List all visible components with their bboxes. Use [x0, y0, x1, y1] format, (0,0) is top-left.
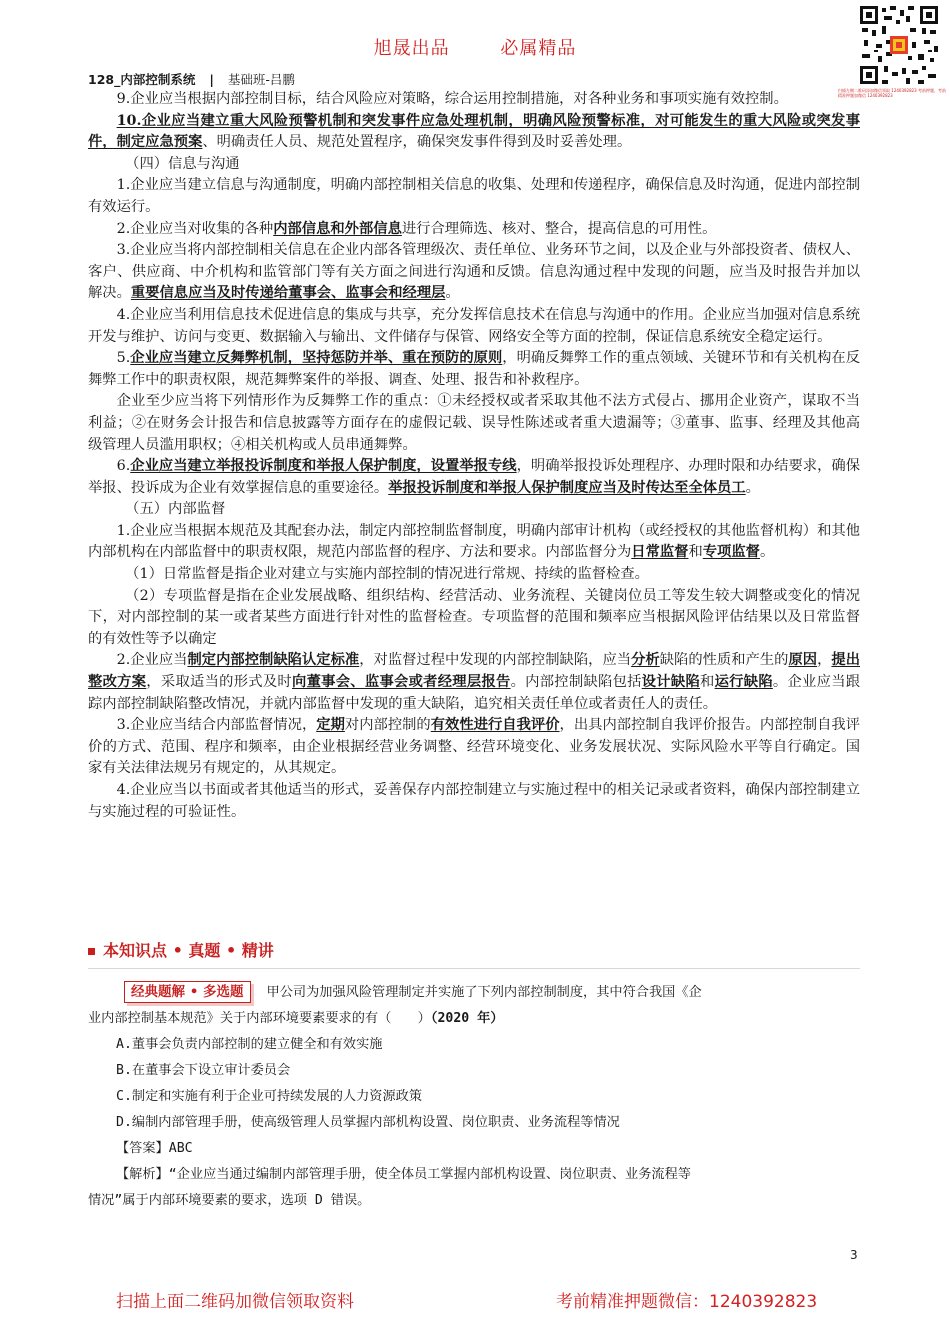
comm-3 — [88, 240, 860, 305]
text: 6. — [116, 458, 131, 475]
text: ，明确反舞弊工作的重点领域、关键环节和有关机构在反舞弊工作中的职责权限，规范舞弊案件的举报、调查、处理、报告和补救程序。 — [88, 350, 861, 388]
key-point: 10.企业应当建立重大风险预警机制和突发事件应急处理机制，明确风险预警标准，对可能发生的重大风险或突发事件，制定应急预案 — [88, 112, 860, 151]
option-b: B.在董事会下设立审计委员会 — [116, 1063, 291, 1078]
key-point: 企业应当建立举报投诉制度和举报人保护制度，设置举报专线 — [130, 458, 517, 475]
section-heading-4: （四）信息与沟通 — [125, 155, 240, 172]
analysis-line-1: 【解析】“企业应当通过编制内部管理手册，使全体员工掌握内部机构设置、岗位职责、业务流程等 — [116, 1167, 691, 1182]
footer-right: 考前精准押题微信：1240392823 — [556, 1292, 818, 1312]
key-point: 原因 — [788, 652, 818, 669]
question-year: （2020 年） — [430, 1011, 504, 1026]
course-title: 128_内部控制系统 — [88, 72, 196, 87]
key-point: 举报投诉制度和举报人保护制度应当及时传达至全体员工 — [388, 479, 746, 496]
text: ， — [817, 652, 832, 669]
key-point: 企业应当建立反舞弊机制，坚持惩防并举、重在预防的原则 — [130, 350, 503, 367]
supervision-1b: （2）专项监督是指在企业发展战略、组织结构、经营活动、业务流程、关键岗位员工等发生较大调整或变化的情况下，对内部控制的某一或者某些方面进行针对性的监督检查。专项监督的范围和频率应当根据风险评估结果以及日常监督的有效性等予以确定 — [88, 587, 860, 647]
text: 和 — [688, 544, 703, 561]
comm-5-focus: 企业至少应当将下列情形作为反舞弊工作的重点：①未经授权或者采取其他不法方式侵占、挪用企业资产，谋取不当利益；②在财务会计报告和信息披露等方面存在的虚假记载、误导性陈述或者重大遗漏等；③董事、监事、经理及其他高级管理人员滥用职权；④相关机构或人员串通舞弊。 — [88, 393, 860, 453]
text: ，对监督过程中发现的内部控制缺陷，应当 — [359, 652, 632, 669]
text: 。 — [445, 285, 460, 302]
text: 缺陷的性质和产生的 — [659, 652, 789, 669]
stem-text: 甲公司为加强风险管理制定并实施了下列内部控制制度，其中符合我国《企 — [266, 985, 702, 1000]
footer-left: 扫描上面二维码加微信领取资料 — [116, 1292, 354, 1312]
supervision-4: 4.企业应当以书面或者其他适当的形式，妥善保存内部控制建立与实施过程中的相关记录或者资料，确保内部控制建立与实施过程的可验证性。 — [88, 782, 860, 820]
key-point: 分析 — [631, 652, 660, 669]
key-point: 向董事会、监事会或者经理层报告 — [292, 674, 511, 691]
top-banner — [0, 34, 950, 60]
key-point: 重要信息应当及时传递给董事会、监事会和经理层 — [130, 285, 446, 302]
text: 、明确责任人员、规范处置程序，确保突发事件得到及时妥善处理。 — [202, 134, 632, 151]
key-point: 专项监督 — [702, 544, 760, 561]
text: 5. — [116, 350, 131, 367]
comm-6 — [88, 456, 860, 499]
option-c: C.制定和实施有利于企业可持续发展的人力资源政策 — [116, 1089, 423, 1104]
section-divider — [88, 968, 860, 969]
comm-4: 4.企业应当利用信息技术促进信息的集成与共享，充分发挥信息技术在信息与沟通中的作用。企业应当加强对信息系统开发与维护、访问与变更、数据输入与输出、文件储存与保管、网络安全等方面的控制，保证信息系统安全稳定运行。 — [88, 306, 860, 345]
square-bullet-icon — [88, 948, 95, 955]
page-number: 3 — [850, 1248, 858, 1262]
key-point: 运行缺陷 — [714, 674, 773, 691]
key-point: 设计缺陷 — [641, 674, 701, 691]
comm-2 — [88, 219, 860, 241]
analysis-line-2: 情况”属于内部环境要素的要求，选项 D 错误。 — [88, 1193, 371, 1208]
header-separator: | — [209, 72, 214, 87]
key-point: 制定内部控制缺陷认定标准 — [187, 652, 360, 669]
paragraph-9: 9.企业应当根据内部控制目标，结合风险应对策略，综合运用控制措施，对各种业务和事项实施有效控制。 — [116, 91, 788, 107]
option-a: A.董事会负责内部控制的建立健全和有效实施 — [116, 1037, 383, 1052]
text: 。内部控制缺陷包括 — [510, 674, 642, 691]
knowledge-section-title — [88, 938, 274, 961]
text: ，出具内部控制自我评价报告。内部控制自我评价的方式、范围、程序和频率，由企业根据经营业务调整、经营环境变化、业务发展状况、实际风险水平等自行确定。国家有关法律法规另有规定的，从其规定。 — [88, 717, 861, 777]
comm-1: 1.企业应当建立信息与沟通制度，明确内部控制相关信息的收集、处理和传递程序，确保信息及时沟通，促进内部控制有效运行。 — [88, 177, 860, 215]
key-point: 日常监督 — [631, 544, 689, 561]
supervision-1 — [88, 521, 860, 564]
text: 1.企业应当根据本规范及其配套办法，制定内部控制监督制度，明确内部审计机构（或经授权的其他监督机构）和其他内部机构在内部监督中的职责权限，规范内部监督的程序、方法和要求。内部监督分为 — [88, 522, 860, 561]
page-header — [88, 70, 295, 88]
class-name: 基础班-吕鹏 — [227, 72, 295, 87]
banner-left: 旭晟出品 — [373, 38, 450, 59]
stem-text: 业内部控制基本规范》关于内部环境要素要求的有（ ） — [88, 1011, 431, 1026]
key-point: 提出整改方案 — [88, 652, 861, 691]
main-content — [88, 89, 860, 823]
section-title-text: 本知识点 • 真题 • 精讲 — [103, 941, 274, 960]
option-d: D.编制内部管理手册，使高级管理人员掌握内部机构设置、岗位职责、业务流程等情况 — [116, 1115, 620, 1130]
qr-caption: 扫描左侧二维码添加微信领取 1240392823 考前押题，考前精准押题加微信 1240392823 — [838, 88, 946, 98]
paragraph-10 — [88, 111, 860, 154]
question-stem-line-1 — [88, 980, 860, 1006]
question-type-tag: 经典题解 • 多选题 — [124, 981, 251, 1003]
question-stem-line-2 — [88, 1006, 860, 1032]
key-point: 有效性进行自我评价 — [430, 717, 560, 734]
text: 。 — [745, 479, 760, 496]
key-point: 内部信息和外部信息 — [273, 220, 402, 237]
section-heading-5: （五）内部监督 — [125, 501, 226, 518]
qr-code-icon — [858, 4, 940, 86]
text: 。企业应当跟踪内部控制缺陷整改情况，并就内部监督中发现的重大缺陷，追究相关责任单位或者责任人的责任。 — [88, 674, 861, 712]
text: ，采取适当的形式及时 — [146, 674, 293, 691]
supervision-2 — [88, 650, 860, 715]
text: 对内部控制的 — [344, 717, 431, 734]
text: 2.企业应当对收集的各种 — [116, 220, 274, 237]
comm-5 — [88, 348, 860, 391]
supervision-1a: （1）日常监督是指企业对建立与实施内部控制的情况进行常规、持续的监督检查。 — [125, 566, 649, 583]
text: 3.企业应当将内部控制相关信息在企业内部各管理级次、责任单位、业务环节之间，以及企业与外部投资者、债权人、客户、供应商、中介机构和监管部门等有关方面之间进行沟通和反馈。信息沟通过程中发现的问题，应当及时报告并加以解决。 — [88, 242, 860, 302]
answer: 【答案】ABC — [116, 1141, 193, 1156]
text: 。 — [759, 544, 775, 561]
text: 2.企业应当 — [116, 652, 188, 669]
text: 和 — [700, 674, 715, 691]
text: 3.企业应当结合内部监督情况， — [116, 717, 317, 734]
key-point: 定期 — [316, 717, 345, 734]
banner-right: 必属精品 — [500, 38, 577, 59]
exam-question — [88, 980, 860, 1214]
text: 进行合理筛选、核对、整合，提高信息的可用性。 — [401, 220, 717, 237]
supervision-3 — [88, 715, 860, 780]
text: ，明确举报投诉处理程序、办理时限和办结要求，确保举报、投诉成为企业有效掌握信息的重要途径。 — [88, 458, 861, 496]
